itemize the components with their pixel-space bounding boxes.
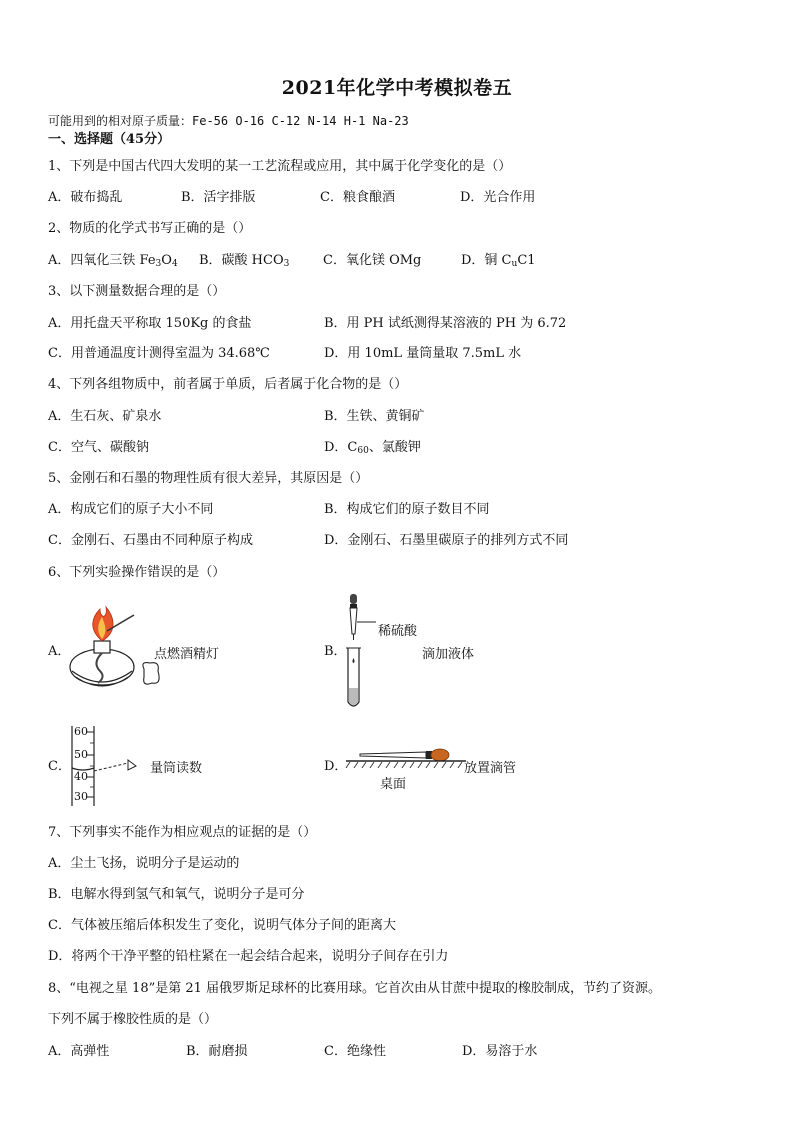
- dropper-on-table-figure: [344, 740, 470, 772]
- q4-option-d-sub: 60: [357, 446, 369, 456]
- question-4-stem: 4、下列各组物质中，前者属于单质，后者属于化合物的是（）: [48, 377, 408, 392]
- tick-30: 30: [74, 790, 88, 803]
- q6-option-a-caption: 点燃酒精灯: [154, 647, 220, 662]
- q6-option-c-caption: 量筒读数: [150, 761, 203, 776]
- q3-option-d: D．用 10mL 量筒量取 7.5mL 水: [324, 346, 522, 361]
- q2-option-b-text: B．碳酸 HCO: [199, 253, 284, 268]
- q2-option-a-sub1: 3: [155, 259, 162, 269]
- question-2-stem: 2、物质的化学式书写正确的是（）: [48, 221, 252, 236]
- tick-50: 50: [74, 748, 88, 761]
- dropper-testtube-figure: [338, 592, 378, 712]
- q2-option-d-sub: u: [511, 259, 518, 269]
- q8-option-d: D．易溶于水: [462, 1044, 538, 1059]
- q2-option-d-text: D．铜 C: [461, 253, 512, 268]
- q6-option-d-label: D．: [324, 759, 348, 774]
- q6-option-a-label: A．: [48, 644, 71, 659]
- q6-option-b-caption: 滴加液体: [422, 647, 475, 662]
- q2-option-a-sub2: 4: [171, 259, 178, 269]
- q7-option-a: A．尘土飞扬，说明分子是运动的: [48, 856, 240, 871]
- q8-option-c: C．绝缘性: [324, 1044, 386, 1059]
- q5-option-d: D．金刚石、石墨里碳原子的排列方式不同: [324, 533, 569, 548]
- q4-option-b: B．生铁、黄铜矿: [324, 409, 425, 424]
- q7-option-c: C．气体被压缩后体积发生了变化，说明气体分子间的距离大: [48, 918, 396, 933]
- q2-option-c: C．氧化镁 OMg: [323, 253, 422, 268]
- atomic-masses: 可能用到的相对原子质量：Fe-56 O-16 C-12 N-14 H-1 Na-23: [48, 114, 409, 128]
- tick-60: 60: [74, 725, 88, 738]
- q2-option-d: [461, 252, 536, 270]
- q4-option-d-pre: D．C: [324, 440, 358, 455]
- q2-option-a: [48, 252, 178, 270]
- q5-option-b: B．构成它们的原子数目不同: [324, 502, 490, 517]
- q4-option-d: [324, 439, 421, 457]
- q7-option-b: B．电解水得到氢气和氧气，说明分子是可分: [48, 887, 305, 902]
- q1-option-a: A．破布捣乱: [48, 190, 123, 205]
- q3-option-a: A．用托盘天平称取 150Kg 的食盐: [48, 316, 252, 331]
- question-7-stem: 7、下列事实不能作为相应观点的证据的是（）: [48, 825, 317, 840]
- q8-option-a: A．高弹性: [48, 1044, 110, 1059]
- q1-option-c: C．粮食酿酒: [320, 190, 395, 205]
- q2-option-b: [199, 252, 289, 270]
- q6-option-d-table: 桌面: [380, 777, 407, 792]
- alcohol-lamp-figure: [62, 605, 167, 695]
- q4-option-a: A．生石灰、矿泉水: [48, 409, 162, 424]
- q1-option-b: B．活字排版: [181, 190, 256, 205]
- q5-option-a: A．构成它们的原子大小不同: [48, 502, 214, 517]
- question-3-stem: 3、以下测量数据合理的是（）: [48, 284, 226, 299]
- q2-option-a-text: A．四氧化三铁 Fe: [48, 253, 156, 268]
- q6-option-b-reagent: 稀硫酸: [378, 624, 418, 639]
- question-6-stem: 6、下列实验操作错误的是（）: [48, 565, 226, 580]
- q2-option-d-end: C1: [517, 253, 536, 268]
- question-8-stem-line2: 下列不属于橡胶性质的是（）: [48, 1012, 218, 1027]
- q2-option-a-mid: O: [161, 253, 172, 268]
- question-1-stem: 1、下列是中国古代四大发明的某一工艺流程或应用，其中属于化学变化的是（）: [48, 159, 512, 174]
- q8-option-b: B．耐磨损: [186, 1044, 248, 1059]
- section-heading: 一、选择题（45分）: [48, 132, 171, 147]
- question-5-stem: 5、金刚石和石墨的物理性质有很大差异，其原因是（）: [48, 471, 369, 486]
- q6-option-d-caption: 放置滴管: [464, 761, 517, 776]
- exam-title: 2021年化学中考模拟卷五: [281, 77, 513, 99]
- q6-option-c-label: C．: [48, 759, 71, 774]
- q2-option-b-sub: 3: [283, 259, 290, 269]
- q4-option-d-post: 、氯酸钾: [368, 440, 421, 455]
- question-8-stem-line1: 8、“电视之星 18”是第 21 届俄罗斯足球杯的比赛用球。它首次由从甘蔗中提取的橡胶制成，节约了资源。: [48, 981, 662, 996]
- q5-option-c: C．金刚石、石墨由不同种原子构成: [48, 533, 253, 548]
- q7-option-d: D．将两个干净平整的铅柱紧在一起会结合起来，说明分子间存在引力: [48, 949, 449, 964]
- q3-option-c: C．用普通温度计测得室温为 34.68℃: [48, 346, 270, 361]
- q1-option-d: D．光合作用: [460, 190, 536, 205]
- q4-option-c: C．空气、碳酸钠: [48, 440, 149, 455]
- q6-option-b-label: B．: [324, 644, 347, 659]
- q3-option-b: B．用 PH 试纸测得某溶液的 PH 为 6.72: [324, 316, 567, 331]
- tick-40: 40: [74, 770, 88, 783]
